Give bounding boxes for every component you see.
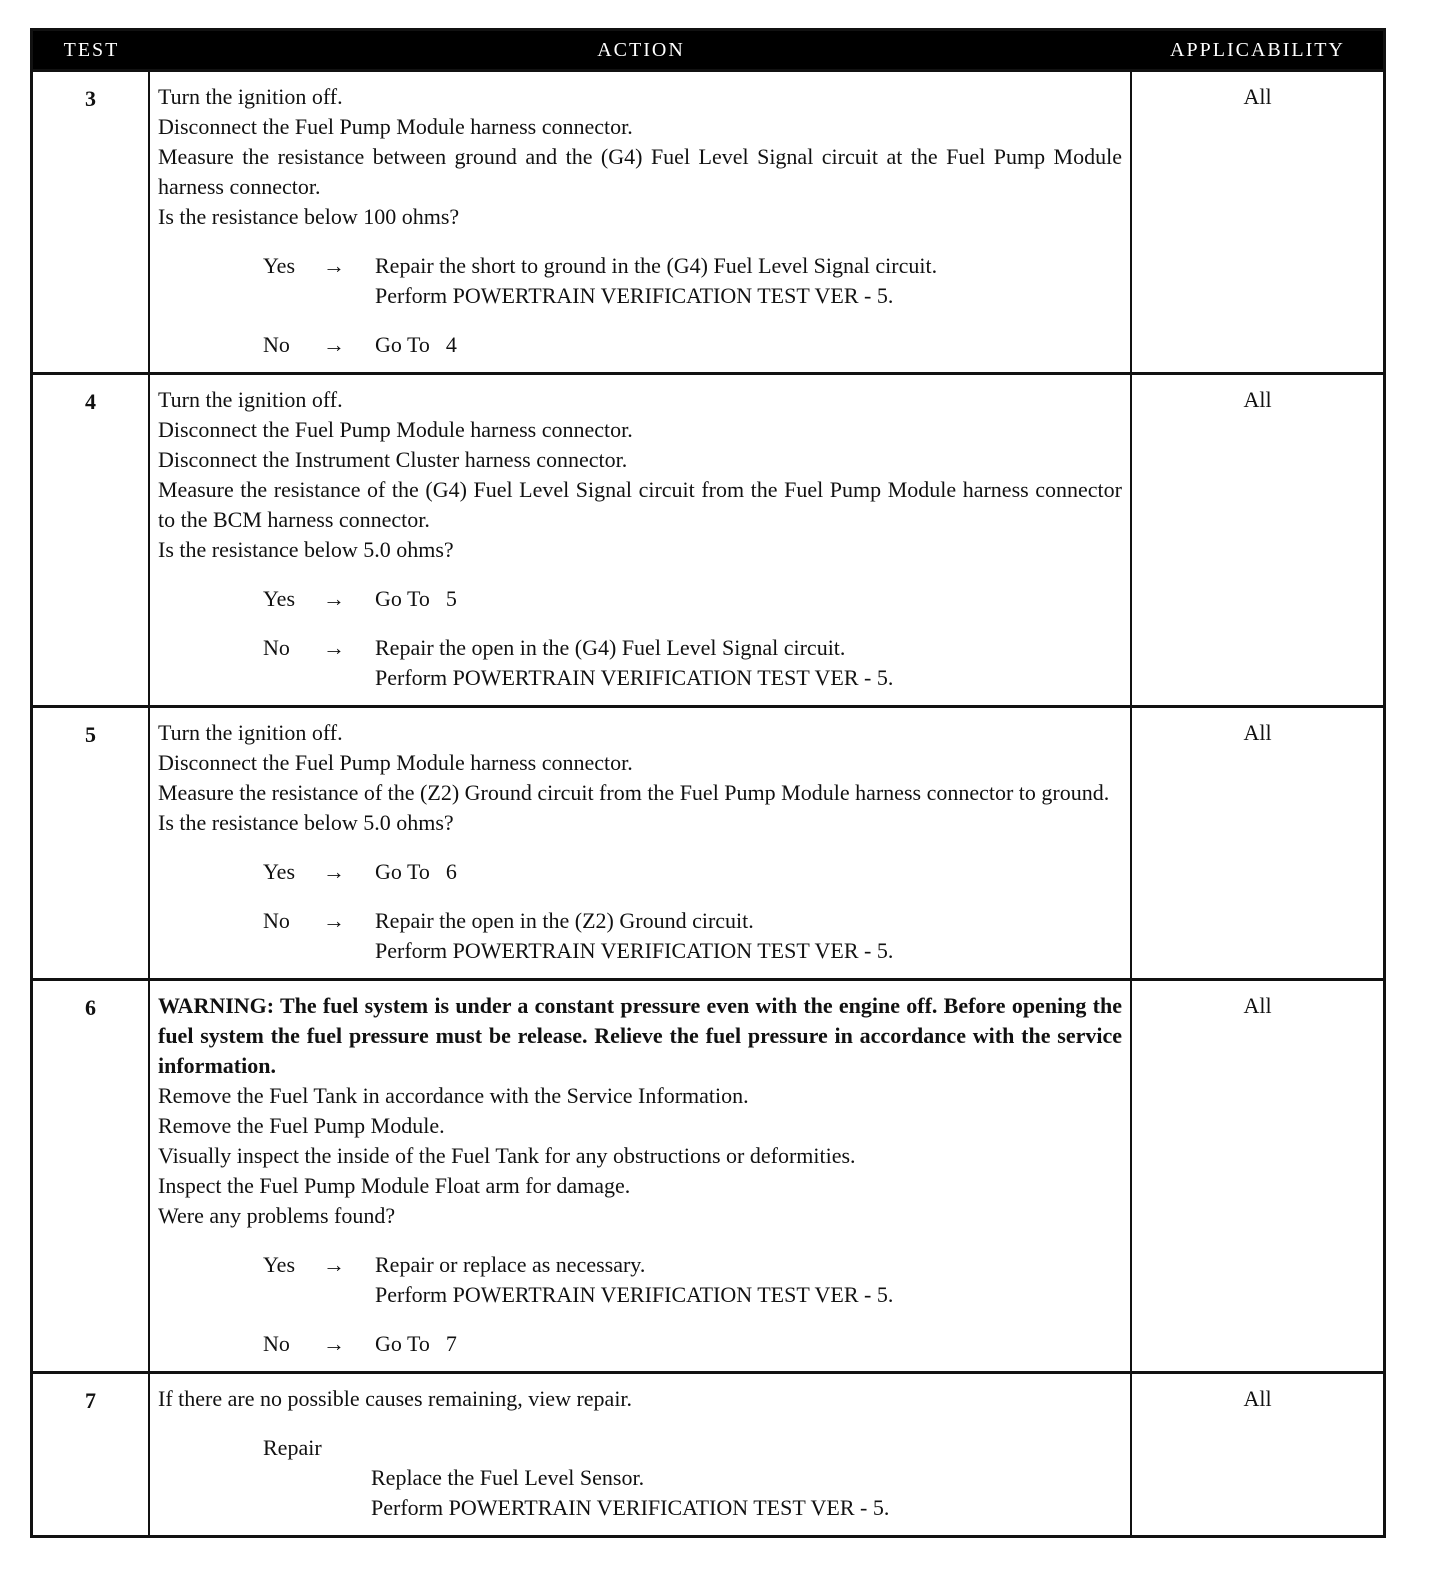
- test-number: 6: [33, 981, 150, 1371]
- question: Is the resistance below 100 ohms?: [158, 204, 460, 229]
- warning-text: WARNING: The fuel system is under a constant pressure even with the engine off. Before opening the fuel system the fuel pressure must be release. Relieve the fuel pressure in accordance with the service information.: [158, 993, 1122, 1078]
- no-result: [263, 633, 1122, 693]
- no-label: No: [263, 908, 290, 933]
- action-cell: [150, 1374, 1132, 1535]
- diagnostic-test-table: [30, 28, 1386, 1538]
- no-label: No: [263, 1331, 290, 1356]
- yes-label: Yes: [263, 1252, 296, 1277]
- goto-label: Go To: [375, 332, 430, 357]
- outcome-line: Perform POWERTRAIN VERIFICATION TEST VER - 5.: [375, 283, 894, 308]
- goto-target: 4: [445, 332, 457, 357]
- yes-result: [263, 251, 1122, 311]
- applicability-cell: All: [1243, 1386, 1272, 1411]
- yes-result: [263, 584, 1122, 614]
- yes-result: [263, 857, 1122, 887]
- table-row-test-6: [33, 978, 1383, 1371]
- yes-label: Yes: [263, 586, 296, 611]
- header-action: ACTION: [597, 38, 685, 61]
- yes-label: Yes: [263, 253, 296, 278]
- action-step: Disconnect the Fuel Pump Module harness connector.: [158, 114, 633, 139]
- repair-instructions: [371, 1463, 1122, 1523]
- applicability-cell: All: [1243, 84, 1272, 109]
- yes-outcome: [375, 584, 1122, 614]
- table-row-test-7: [33, 1371, 1383, 1535]
- yes-outcome: [375, 1250, 1122, 1310]
- action-step: Remove the Fuel Tank in accordance with the Service Information.: [158, 1083, 749, 1108]
- applicability-cell: All: [1243, 720, 1272, 745]
- no-outcome: [375, 906, 1122, 966]
- test-number: 3: [33, 72, 150, 372]
- arrow-icon: →: [323, 1331, 345, 1356]
- outcome-line: Repair or replace as necessary.: [375, 1252, 646, 1277]
- no-label: No: [263, 332, 290, 357]
- action-step: Disconnect the Fuel Pump Module harness connector.: [158, 417, 633, 442]
- action-step: Disconnect the Fuel Pump Module harness connector.: [158, 750, 633, 775]
- outcome-line: Repair the short to ground in the (G4) Fuel Level Signal circuit.: [375, 253, 938, 278]
- table-row-test-4: [33, 372, 1383, 705]
- action-step: Measure the resistance of the (Z2) Ground circuit from the Fuel Pump Module harness connector to ground.: [158, 780, 1110, 805]
- header-applicability: APPLICABILITY: [1170, 38, 1345, 61]
- arrow-icon: →: [323, 635, 345, 660]
- applicability-cell: All: [1243, 993, 1272, 1018]
- test-number: 5: [33, 708, 150, 978]
- outcome-line: Perform POWERTRAIN VERIFICATION TEST VER - 5.: [375, 665, 894, 690]
- action-cell: [150, 375, 1132, 705]
- table-header: [33, 31, 1383, 69]
- yes-label: Yes: [263, 859, 296, 884]
- action-step: Turn the ignition off.: [158, 720, 343, 745]
- no-result: [263, 906, 1122, 966]
- action-step: Measure the resistance of the (G4) Fuel Level Signal circuit from the Fuel Pump Module harness connector to the BCM harness connector.: [158, 477, 1122, 532]
- action-step: Remove the Fuel Pump Module.: [158, 1113, 445, 1138]
- question: Is the resistance below 5.0 ohms?: [158, 537, 454, 562]
- yes-outcome: [375, 857, 1122, 887]
- outcome-line: Perform POWERTRAIN VERIFICATION TEST VER - 5.: [375, 1282, 894, 1307]
- goto-label: Go To: [375, 586, 430, 611]
- applicability-cell: All: [1243, 387, 1272, 412]
- arrow-icon: →: [323, 908, 345, 933]
- action-step: Turn the ignition off.: [158, 387, 343, 412]
- no-outcome: [375, 330, 1122, 360]
- goto-label: Go To: [375, 1331, 430, 1356]
- action-cell: [150, 708, 1132, 978]
- action-step: Disconnect the Instrument Cluster harness connector.: [158, 447, 628, 472]
- action-step: Turn the ignition off.: [158, 84, 343, 109]
- arrow-icon: →: [323, 1252, 345, 1277]
- goto-target: 5: [445, 586, 457, 611]
- table-row-test-3: [33, 69, 1383, 372]
- no-result: [263, 1329, 1122, 1359]
- action-step: Measure the resistance between ground and the (G4) Fuel Level Signal circuit at the Fuel Pump Module harness connector.: [158, 144, 1122, 199]
- repair-line: Perform POWERTRAIN VERIFICATION TEST VER - 5.: [371, 1495, 890, 1520]
- question: Were any problems found?: [158, 1203, 396, 1228]
- outcome-line: Perform POWERTRAIN VERIFICATION TEST VER - 5.: [375, 938, 894, 963]
- yes-result: [263, 1250, 1122, 1310]
- test-number: 7: [33, 1374, 150, 1535]
- no-outcome: [375, 633, 1122, 693]
- arrow-icon: →: [323, 253, 345, 278]
- arrow-icon: →: [323, 586, 345, 611]
- header-test: TEST: [63, 38, 120, 61]
- yes-outcome: [375, 251, 1122, 311]
- outcome-line: Repair the open in the (G4) Fuel Level Signal circuit.: [375, 635, 846, 660]
- action-step: If there are no possible causes remaining, view repair.: [158, 1386, 633, 1411]
- no-label: No: [263, 635, 290, 660]
- no-outcome: [375, 1329, 1122, 1359]
- test-number: 4: [33, 375, 150, 705]
- no-result: [263, 330, 1122, 360]
- arrow-icon: →: [323, 859, 345, 884]
- goto-target: 6: [445, 859, 457, 884]
- goto-target: 7: [445, 1331, 457, 1356]
- question: Is the resistance below 5.0 ohms?: [158, 810, 454, 835]
- goto-label: Go To: [375, 859, 430, 884]
- table-row-test-5: [33, 705, 1383, 978]
- action-step: Visually inspect the inside of the Fuel Tank for any obstructions or deformities.: [158, 1143, 856, 1168]
- outcome-line: Repair the open in the (Z2) Ground circuit.: [375, 908, 754, 933]
- action-cell: [150, 72, 1132, 372]
- repair-line: Replace the Fuel Level Sensor.: [371, 1465, 645, 1490]
- repair-label: Repair: [263, 1435, 322, 1460]
- action-cell: [150, 981, 1132, 1371]
- action-step: Inspect the Fuel Pump Module Float arm for damage.: [158, 1173, 631, 1198]
- arrow-icon: →: [323, 332, 345, 357]
